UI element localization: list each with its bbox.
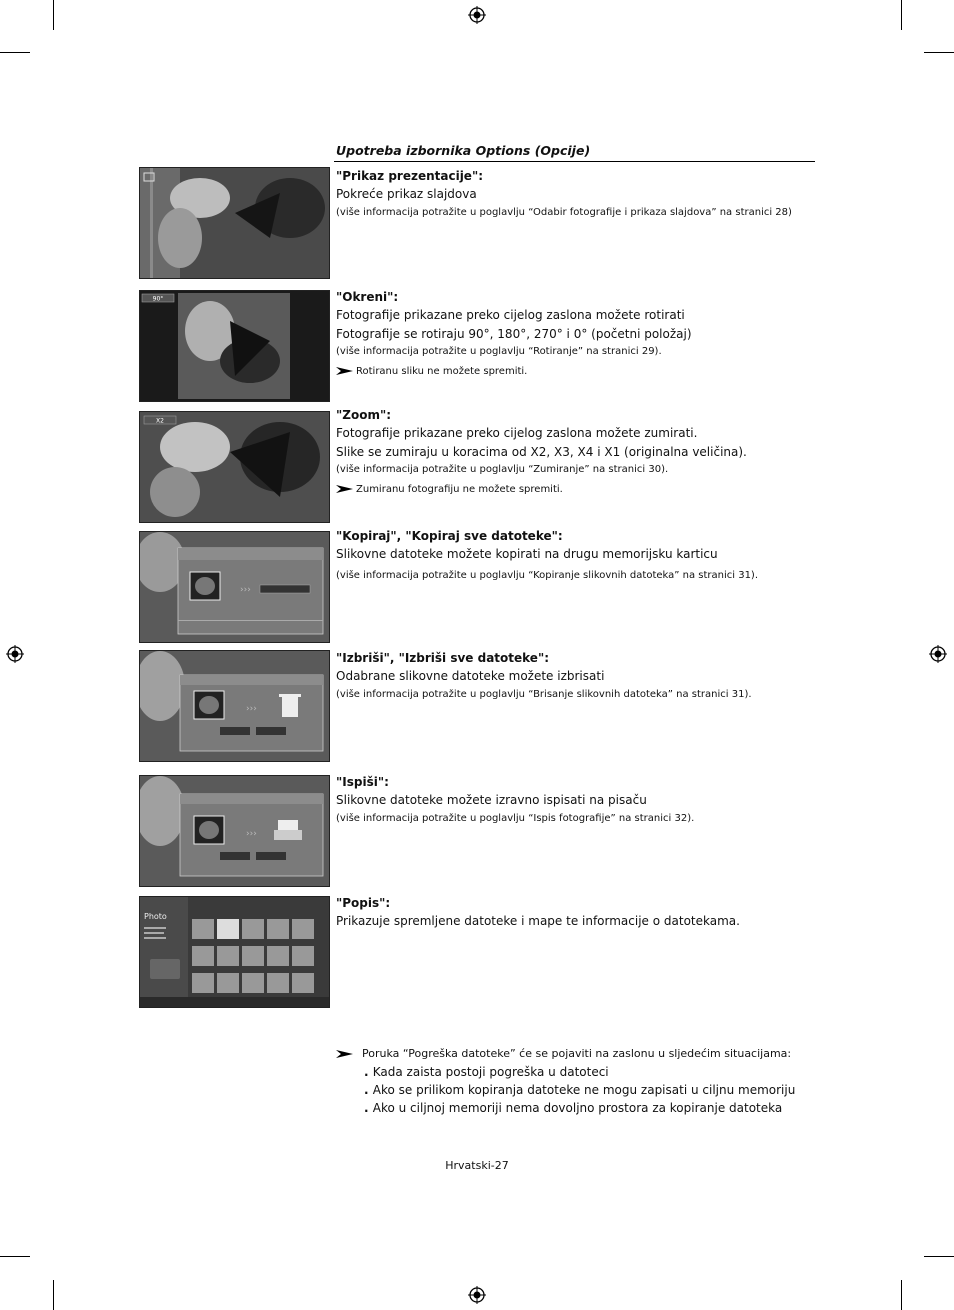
entry-text: Slikovne datoteke možete kopirati na drugu memorijsku karticu — [336, 547, 718, 561]
entry-zoom — [336, 406, 816, 501]
entry-reference: (više informacija potražite u poglavlju “Kopiranje slikovnih datoteka” na stranici 31). — [336, 569, 759, 581]
entry-heading: "Popis": — [336, 896, 391, 910]
zoom-badge: X2 — [156, 417, 164, 425]
message-lead — [336, 1045, 816, 1063]
bullet-text: Ako se prilikom kopiranja datoteke ne mogu zapisati u ciljnu memoriju — [372, 1083, 796, 1097]
crop-mark — [53, 1280, 54, 1310]
rotate-badge: 90° — [152, 295, 164, 303]
crop-mark — [901, 1280, 902, 1310]
entry-text: Slike se zumiraju u koracima od X2, X3, X4 i X1 (originalna veličina). — [336, 444, 747, 459]
crop-mark — [53, 0, 54, 30]
entry-reference: (više informacija potražite u poglavlju “Ispis fotografije” na stranici 32). — [336, 812, 695, 824]
bullet-text: Ako u ciljnoj memoriji nema dovoljno prostora za kopiranje datoteka — [372, 1101, 783, 1115]
section-title: Upotreba izbornika Options (Opcije) — [336, 143, 591, 158]
section-divider — [334, 161, 815, 162]
entry-rotate — [336, 288, 816, 383]
svg-text:›››: ››› — [246, 829, 257, 839]
message-bullet: . Ako u ciljnoj memoriji nema dovoljno prostora za kopiranje datoteka — [364, 1101, 783, 1115]
page-footer: Hrvatski-27 — [445, 1159, 509, 1172]
entry-reference: (više informacija potražite u poglavlju “Odabir fotografije i prikaza slajdova” na stranici 28) — [336, 206, 792, 218]
rotate-screenshot — [139, 290, 330, 402]
error-message-note — [336, 1045, 816, 1117]
photo-label: Photo — [144, 912, 167, 921]
crop-mark — [901, 0, 902, 30]
registration-mark-icon — [6, 645, 24, 663]
entry-reference: (više informacija potražite u poglavlju “Brisanje slikovnih datoteka” na stranici 31). — [336, 688, 752, 700]
crop-mark — [924, 1256, 954, 1257]
entry-reference: (više informacija potražite u poglavlju “Zumiranje” na stranici 30). — [336, 464, 669, 475]
entry-copy — [336, 527, 816, 585]
message-lead-text: Poruka “Pogreška datoteke” će se pojaviti na zaslonu u sljedećim situacijama: — [362, 1047, 792, 1060]
entry-reference: (više informacija potražite u poglavlju “Rotiranje” na stranici 29). — [336, 346, 662, 357]
note-text: Zumiranu fotografiju ne možete spremiti. — [356, 484, 563, 495]
entry-note — [336, 361, 816, 383]
entry-heading: "Ispiši": — [336, 775, 389, 789]
delete-screenshot — [139, 650, 330, 762]
copy-screenshot — [139, 531, 330, 643]
crop-mark — [0, 52, 30, 53]
note-arrow-icon — [336, 367, 354, 375]
entry-heading: "Izbriši", "Izbriši sve datoteke": — [336, 651, 549, 665]
entry-heading: "Prikaz prezentacije": — [336, 169, 483, 183]
slideshow-screenshot — [139, 167, 330, 279]
entry-text: Prikazuje spremljene datoteke i mape te informacije o datotekama. — [336, 914, 740, 928]
entry-text: Pokreće prikaz slajdova — [336, 187, 477, 201]
registration-mark-icon — [468, 6, 486, 24]
entry-note — [336, 479, 816, 501]
message-bullet: . Ako se prilikom kopiranja datoteke ne mogu zapisati u ciljnu memoriju — [364, 1083, 796, 1097]
entry-delete — [336, 649, 816, 704]
print-screenshot — [139, 775, 330, 887]
crop-mark — [0, 1256, 30, 1257]
entry-heading: "Zoom": — [336, 408, 391, 422]
registration-mark-icon — [929, 645, 947, 663]
message-bullet: . Kada zaista postoji pogreška u datoteci — [364, 1065, 609, 1079]
entry-text: Fotografije se rotiraju 90°, 180°, 270° i 0° (početni položaj) — [336, 326, 692, 341]
zoom-screenshot — [139, 411, 330, 523]
registration-mark-icon — [468, 1286, 486, 1304]
entry-slideshow — [336, 167, 816, 222]
entry-heading: "Kopiraj", "Kopiraj sve datoteke": — [336, 529, 563, 543]
crop-mark — [924, 52, 954, 53]
entry-text: Slikovne datoteke možete izravno ispisati na pisaču — [336, 793, 647, 807]
entry-text: Fotografije prikazane preko cijelog zaslona možete rotirati — [336, 308, 685, 322]
entry-heading: "Okreni": — [336, 290, 399, 304]
note-arrow-icon — [336, 485, 354, 493]
entry-print — [336, 773, 816, 828]
entry-list — [336, 894, 816, 931]
list-screenshot — [139, 896, 330, 1008]
svg-text:›››: ››› — [246, 704, 257, 714]
entry-text: Fotografije prikazane preko cijelog zaslona možete zumirati. — [336, 426, 698, 440]
entry-text: Odabrane slikovne datoteke možete izbrisati — [336, 669, 605, 683]
bullet-text: Kada zaista postoji pogreška u datoteci — [372, 1065, 609, 1079]
note-text: Rotiranu sliku ne možete spremiti. — [356, 366, 528, 377]
svg-text:›››: ››› — [240, 585, 251, 595]
note-arrow-icon — [336, 1050, 354, 1058]
